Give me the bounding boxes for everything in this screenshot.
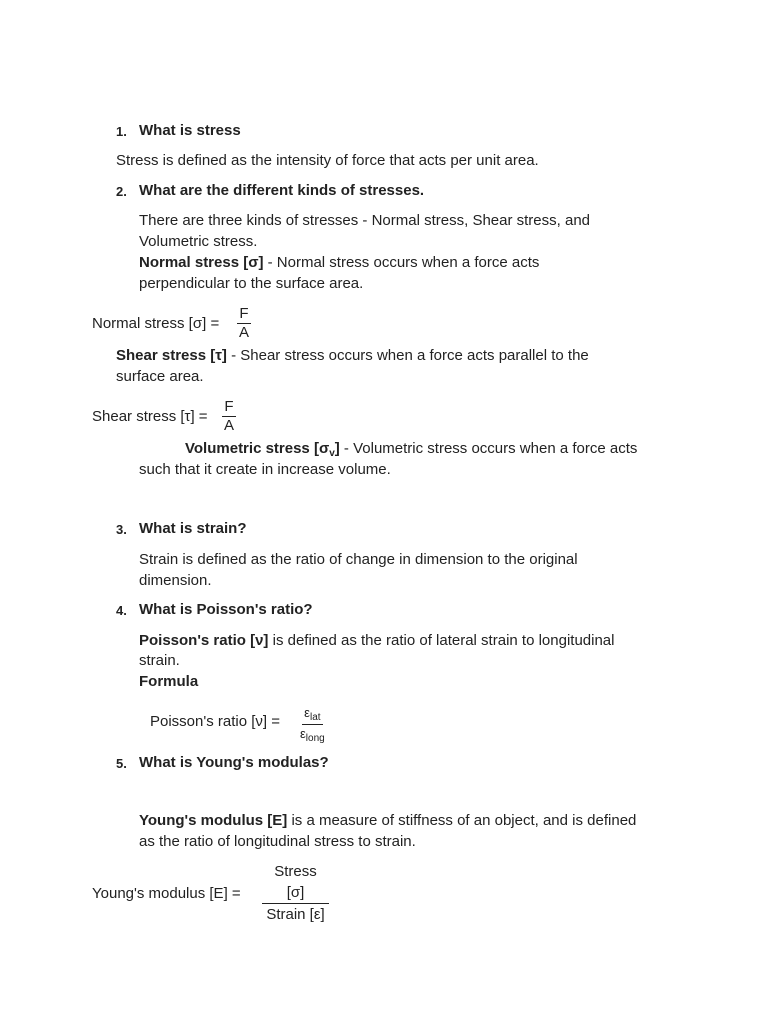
q3-answer-line1: Strain is defined as the ratio of change in dimension to the original [139, 551, 578, 568]
q3-heading: What is strain? [139, 520, 247, 537]
fraction-denominator: Strain [ε] [266, 906, 325, 923]
fraction-numerator [262, 861, 329, 904]
poisson-def-text: is defined as the ratio of lateral strain to longitudinal [268, 632, 615, 649]
epsilon-symbol: ε [304, 705, 310, 720]
normal-stress-formula-label: Normal stress [σ] = [92, 315, 220, 332]
q3-answer-line2: dimension. [139, 572, 212, 589]
youngs-fraction [262, 861, 329, 925]
epsilon-symbol: ε [300, 726, 306, 741]
shear-stress-fraction [222, 398, 236, 435]
shear-stress-formula-label: Shear stress [τ] = [92, 408, 208, 425]
longitudinal-subscript: long [305, 733, 325, 744]
volumetric-stress-definition [185, 438, 637, 461]
fraction-denominator: A [239, 324, 250, 341]
youngs-def-line2: as the ratio of longitudinal stress to strain. [139, 833, 416, 850]
normal-stress-fraction [237, 305, 251, 342]
q3-number: 3. [116, 522, 127, 537]
q1-number: 1. [116, 124, 127, 139]
volumetric-stress-def-text: - Volumetric stress occurs when a force acts [339, 440, 638, 457]
poisson-definition [139, 630, 614, 651]
volumetric-term-base: Volumetric stress [σ [185, 440, 330, 457]
lateral-subscript: lat [309, 712, 321, 723]
q1-answer: Stress is defined as the intensity of force that acts per unit area. [116, 152, 539, 169]
normal-stress-def-text: - Normal stress occurs when a force acts [263, 254, 540, 271]
youngs-definition [139, 810, 636, 831]
poisson-fraction [298, 704, 327, 745]
numerator-line2: [σ] [286, 884, 305, 901]
q4-heading: What is Poisson's ratio? [139, 601, 313, 618]
youngs-term: Young's modulus [E] [139, 812, 288, 829]
q2-intro-line2: Volumetric stress. [139, 233, 258, 250]
poisson-formula-label: Poisson's ratio [ν] = [150, 713, 281, 730]
shear-stress-def-line2: surface area. [116, 368, 204, 385]
normal-stress-def-line2: perpendicular to the surface area. [139, 275, 364, 292]
fraction-numerator [302, 704, 322, 725]
poisson-term: Poisson's ratio [ν] [139, 632, 269, 649]
formula-heading: Formula [139, 673, 199, 690]
q1-heading: What is stress [139, 122, 241, 139]
shear-stress-def-text: - Shear stress occurs when a force acts parallel to the [226, 347, 589, 364]
q5-number: 5. [116, 756, 127, 771]
q2-heading: What are the different kinds of stresses. [139, 182, 425, 199]
shear-stress-term: Shear stress [τ] [116, 347, 227, 364]
fraction-denominator: A [224, 417, 235, 434]
q5-heading: What is Young's modulas? [139, 754, 329, 771]
poisson-def-line2: strain. [139, 652, 180, 669]
q2-intro-line1: There are three kinds of stresses - Normal stress, Shear stress, and [139, 212, 591, 229]
youngs-formula-label: Young's modulus [E] = [92, 885, 241, 902]
fraction-numerator: F [239, 305, 249, 322]
shear-stress-definition [116, 345, 589, 366]
normal-stress-term: Normal stress [σ] [139, 254, 264, 271]
fraction-numerator: F [224, 398, 234, 415]
q4-number: 4. [116, 603, 127, 618]
volumetric-term-end: ] [334, 440, 340, 457]
normal-stress-definition [139, 252, 539, 273]
fraction-denominator [298, 725, 327, 745]
numerator-line1: Stress [274, 863, 317, 880]
volumetric-term-subscript: v [329, 448, 335, 459]
youngs-def-text: is a measure of stiffness of an object, and is defined [287, 812, 637, 829]
q2-number: 2. [116, 184, 127, 199]
volumetric-stress-term [185, 440, 340, 457]
volumetric-stress-def-line2: such that it create in increase volume. [139, 461, 391, 478]
